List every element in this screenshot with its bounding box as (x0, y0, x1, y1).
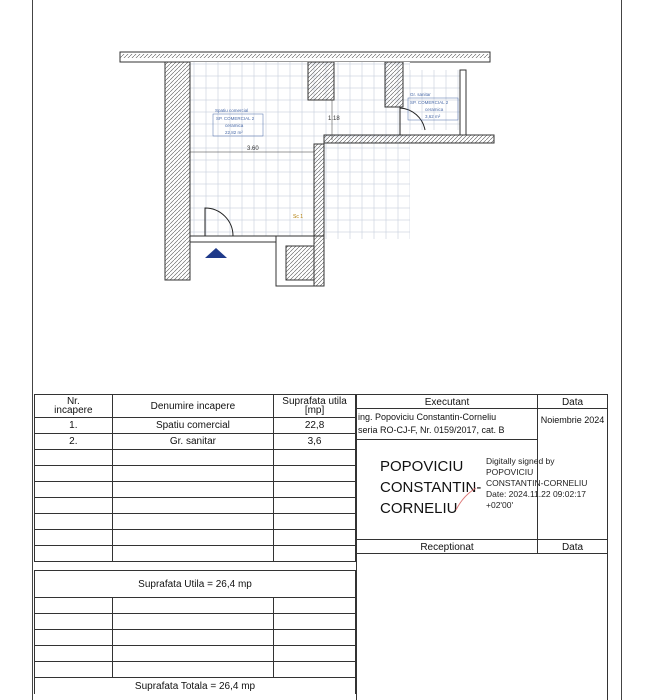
floor-plan (110, 40, 500, 300)
table-row (35, 418, 356, 434)
spacer-row (35, 562, 356, 571)
dim-label-2: 1.18 (328, 116, 340, 122)
engineer-name: ing. Popoviciu Constantin-Corneliu (358, 412, 497, 422)
total-area: Suprafata Totala = 26,4 mp (35, 678, 356, 695)
header-name: Denumire incapere (112, 395, 273, 418)
header-area (274, 395, 356, 418)
room1-code: SP. COMERCIAL 2 (216, 116, 255, 121)
row-nr: 1. (35, 418, 113, 434)
mid-wall (324, 135, 494, 143)
room2-wall (460, 70, 466, 135)
table-row (35, 546, 356, 562)
table-row (35, 598, 356, 614)
floor-plan-drawing (110, 40, 500, 300)
title-block (356, 394, 608, 700)
receptionat-area (356, 553, 608, 700)
room2-code: SP. COMERCIAL 2 (410, 100, 449, 105)
table-row (35, 498, 356, 514)
header-area-line2: [mp] (304, 405, 325, 416)
executant-header: Executant (356, 394, 538, 409)
row-name: Spatiu comercial (112, 418, 273, 434)
signer-name-3: CORNELIU (380, 500, 458, 517)
row-name: Gr. sanitar (112, 434, 273, 450)
top-wall-hatch (120, 54, 490, 58)
room1-floor-type: ceramica (225, 123, 244, 128)
table-row (35, 466, 356, 482)
date-value: Noiembrie 2024 (537, 408, 608, 540)
table-row (35, 630, 356, 646)
entrance-wall (314, 236, 324, 286)
table-row (35, 614, 356, 630)
row-nr: 2. (35, 434, 113, 450)
sig-line-1: Digitally signed by (486, 456, 555, 466)
column-2 (385, 62, 403, 107)
room2-floor-type: ceramica (425, 107, 444, 112)
section-mark: Sc 1 (293, 214, 304, 220)
table-header-row (35, 395, 356, 418)
table-row (35, 530, 356, 546)
date-header: Data (537, 394, 608, 409)
engineer-license: seria RO-CJ-F, Nr. 0159/2017, cat. B (358, 425, 505, 435)
useful-total-row (35, 571, 356, 598)
useful-total: Suprafata Utila = 26,4 mp (35, 571, 356, 598)
left-wall (165, 62, 190, 280)
receptionat-header: Receptionat (356, 539, 538, 554)
sig-line-4: Date: 2024.11.22 09:02:17 (486, 489, 587, 499)
table-row (35, 482, 356, 498)
header-nr (35, 395, 113, 418)
row-area: 3,6 (274, 434, 356, 450)
sig-line-2: POPOVICIU (486, 467, 534, 477)
table-row (35, 646, 356, 662)
room2-area: 3,62 m² (425, 114, 441, 119)
sig-line-5: +02'00' (486, 500, 514, 510)
total-row (35, 678, 356, 695)
header-nr-line1: Nr. (66, 396, 80, 407)
steps (286, 246, 314, 280)
signature-stroke-icon (452, 484, 482, 514)
signer-name-1: POPOVICIU (380, 458, 464, 475)
column-1 (308, 62, 334, 100)
rooms-table (34, 394, 356, 694)
digital-signature (486, 456, 587, 511)
right-wall (314, 144, 324, 240)
room1-label: Spatiu comercial (215, 108, 249, 113)
table-row (35, 434, 356, 450)
room1-floor (190, 62, 410, 239)
room2-label: Gr. sanitar (410, 92, 431, 97)
executant-info (356, 408, 538, 440)
row-area: 22,8 (274, 418, 356, 434)
header-area-line1: Suprafata utila (282, 396, 347, 407)
room1-area: 22,82 m² (225, 130, 243, 135)
table-row (35, 662, 356, 678)
north-arrow (205, 248, 227, 258)
signer-name-2: CONSTANTIN- (380, 479, 482, 496)
table-row (35, 450, 356, 466)
table-row (35, 514, 356, 530)
dim-label-1: 3.60 (247, 146, 259, 152)
sig-line-3: CONSTANTIN-CORNELIU (486, 478, 588, 488)
header-nr-line2: incapere (54, 405, 93, 416)
receptionat-date-header: Data (537, 539, 608, 554)
